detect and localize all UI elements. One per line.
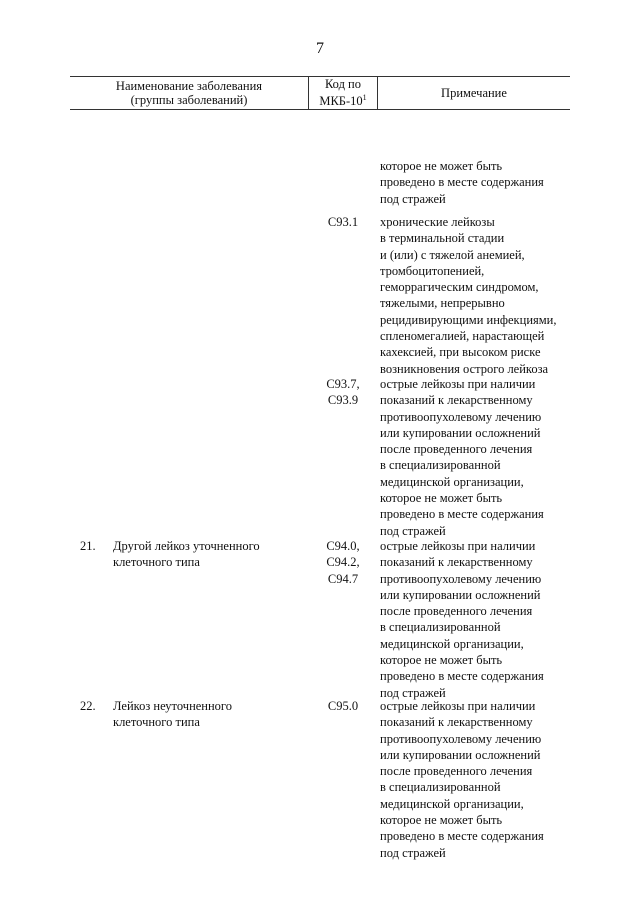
note <box>380 538 570 701</box>
note-line: и (или) с тяжелой анемией, <box>380 247 525 262</box>
note-line: медицинской организации, <box>380 796 524 811</box>
note-line: под стражей <box>380 191 446 206</box>
icd-code <box>308 376 378 409</box>
note-line: противоопухолевому лечению <box>380 409 542 424</box>
header-code-text: МКБ-10 <box>319 94 363 109</box>
note-line: или купировании осложнений <box>380 425 541 440</box>
note-line: геморрагическим синдромом, <box>380 280 539 295</box>
note-line: которое не может быть <box>380 491 503 506</box>
header-note <box>378 77 570 109</box>
header-name-line: (группы заболеваний) <box>130 93 248 107</box>
note-line: медицинской организации, <box>380 636 524 651</box>
note-line: хронические лейкозы <box>380 215 495 229</box>
icd-code <box>308 538 378 587</box>
note-line: после проведенного лечения <box>380 604 533 619</box>
icd-code-line: C95.0 <box>327 699 359 713</box>
row-number: 21. <box>80 539 96 553</box>
note-line: под стражей <box>380 685 446 700</box>
table-header <box>70 76 570 110</box>
note <box>380 698 570 861</box>
header-icd-code <box>308 77 378 109</box>
header-code-line: Код по <box>324 77 361 92</box>
note-line: которое не может быть <box>380 653 503 668</box>
note-line: в специализированной <box>380 620 501 635</box>
note-line: проведено в месте содержания <box>380 829 544 844</box>
note-line: под стражей <box>380 845 446 860</box>
icd-code <box>308 698 378 714</box>
note-line: острые лейкозы при наличии <box>380 699 536 713</box>
note-line: показаний к лекарственному <box>380 393 533 408</box>
note <box>380 376 570 539</box>
note <box>380 214 570 377</box>
note-line: показаний к лекарственному <box>380 555 533 570</box>
note-line: после проведенного лечения <box>380 442 533 457</box>
header-code-footnote: 1 <box>362 93 367 103</box>
note-line: тяжелыми, непрерывно <box>380 296 505 311</box>
note-line: тромбоцитопенией, <box>380 263 485 278</box>
page-number: 7 <box>316 40 324 57</box>
header-disease-name <box>70 77 308 109</box>
disease-name-line: Другой лейкоз уточненного <box>113 539 260 553</box>
note-line: в специализированной <box>380 458 501 473</box>
note-line: проведено в месте содержания <box>380 175 544 190</box>
icd-code-line: C93.1 <box>327 215 359 229</box>
icd-code <box>308 214 378 230</box>
note-line: противоопухолевому лечению <box>380 571 542 586</box>
note-line: которое не может быть <box>380 813 503 828</box>
icd-code-line: C94.0, <box>326 539 360 553</box>
note <box>380 158 570 207</box>
disease-table <box>70 76 570 860</box>
note-line: после проведенного лечения <box>380 764 533 779</box>
note-line: противоопухолевому лечению <box>380 731 542 746</box>
note-line: рецидивирующими инфекциями, <box>380 312 557 327</box>
icd-code-line: C93.7, <box>326 377 360 391</box>
note-line: возникновения острого лейкоза <box>380 361 549 376</box>
note-line: спленомегалией, нарастающей <box>380 329 545 344</box>
note-line: которое не может быть <box>380 159 503 173</box>
note-line: в специализированной <box>380 780 501 795</box>
note-line: под стражей <box>380 523 446 538</box>
note-line: проведено в месте содержания <box>380 669 544 684</box>
note-line: или купировании осложнений <box>380 747 541 762</box>
disease-name-line: Лейкоз неуточненного <box>113 699 233 713</box>
note-line: проведено в месте содержания <box>380 507 544 522</box>
note-line: кахексией, при высоком риске <box>380 345 541 360</box>
note-line: в терминальной стадии <box>380 231 505 246</box>
header-code-line <box>319 91 366 108</box>
note-line: острые лейкозы при наличии <box>380 377 536 391</box>
header-note-label: Примечание <box>441 86 507 100</box>
icd-code-line: C94.7 <box>327 571 359 586</box>
note-line: показаний к лекарственному <box>380 715 533 730</box>
row-number: 22. <box>80 699 96 713</box>
disease-name <box>113 538 303 571</box>
note-line: острые лейкозы при наличии <box>380 539 536 553</box>
disease-name <box>113 698 303 731</box>
icd-code-line: C93.9 <box>327 393 359 408</box>
disease-name-line: клеточного типа <box>113 715 200 730</box>
disease-name-line: клеточного типа <box>113 555 200 570</box>
icd-code-line: C94.2, <box>326 555 360 570</box>
note-line: медицинской организации, <box>380 474 524 489</box>
note-line: или купировании осложнений <box>380 587 541 602</box>
header-name-line: Наименование заболевания <box>115 79 263 93</box>
